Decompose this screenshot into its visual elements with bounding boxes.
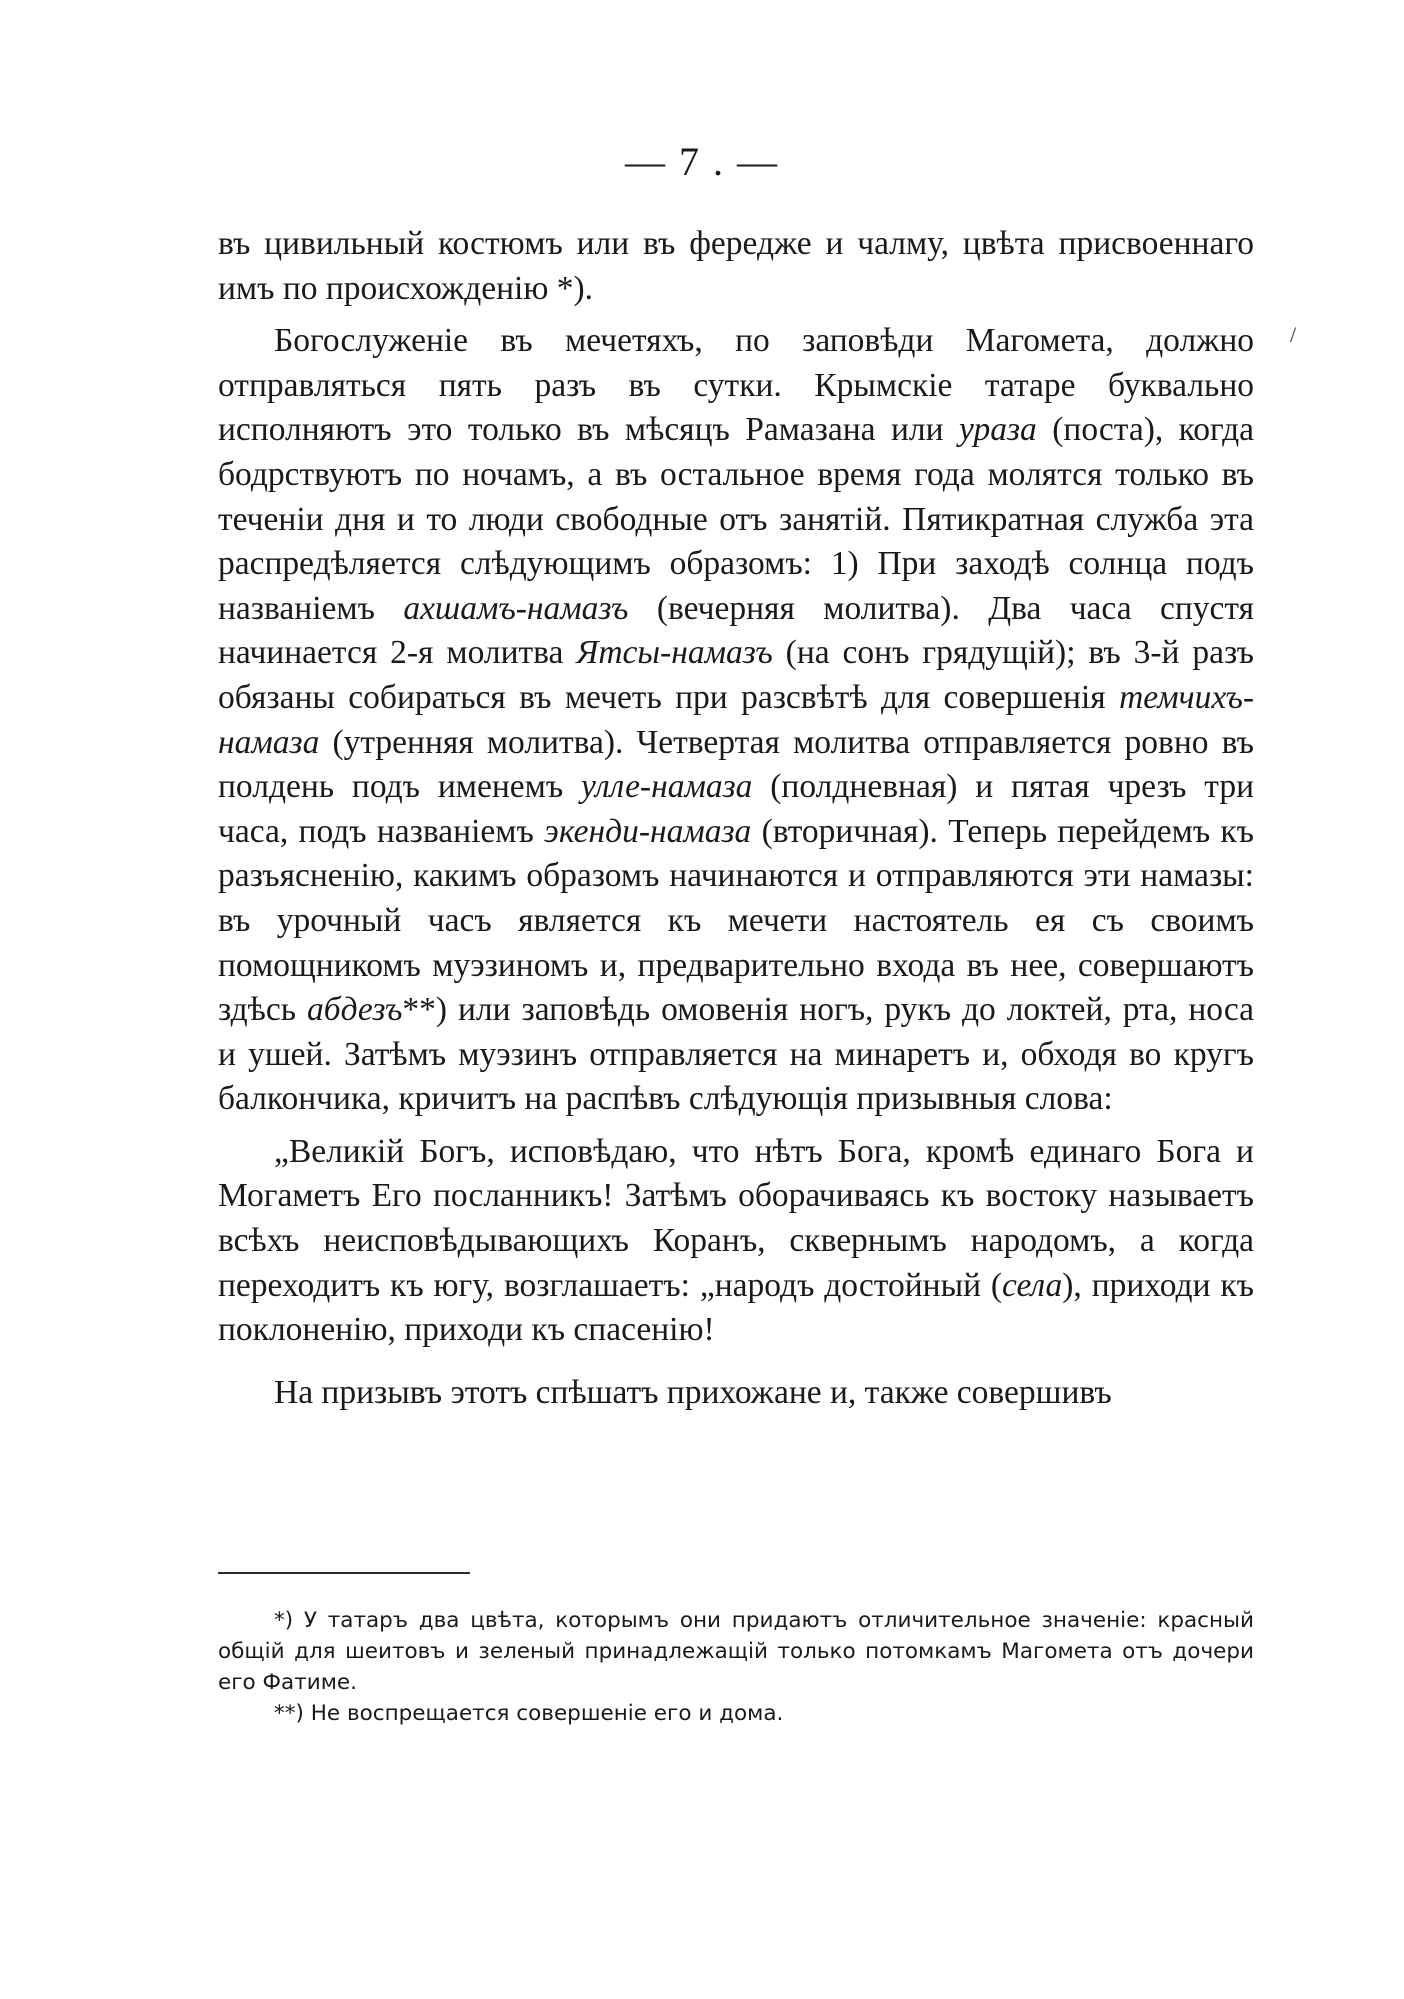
footnote-2: **) Не воспрещается совершеніе его и дома. <box>274 1701 784 1726</box>
italic-term: темчихъ-намаза <box>218 678 1254 761</box>
paragraph-1 <box>218 222 1254 311</box>
footnote-1: *) У татаръ два цвѣта, которымъ они придаютъ отличительное значеніе: красный общій для шеитовъ и зеленый принадлежащій только потомкамъ Магомета отъ дочери его Фатиме. <box>218 1608 1254 1695</box>
italic-term: улле-намаза <box>581 768 753 806</box>
text-run: **) или заповѣдь омовенія ногъ, рукъ до локтей, рта, носа и ушей. Затѣмъ муэзинъ отправляется на минаретъ и, обходя во кругъ балкончика, кричитъ на распѣвъ слѣдующія призывныя слова: <box>218 991 1254 1118</box>
footnotes <box>218 1605 1254 1729</box>
text-run: (вторичная). Теперь перейдемъ къ разъясненію, какимъ образомъ начинаются и отправляются эти намазы: въ урочный часъ является къ мечети настоятель ея съ своимъ помощникомъ муэзиномъ и, предварительно входа въ нее, совершаютъ здѣсь <box>218 812 1255 1029</box>
paragraph-3 <box>218 1130 1254 1353</box>
text-run: (на сонъ грядущій); въ 3-й разъ обязаны собираться въ мечеть при разсвѣтѣ для совершенія <box>218 634 1254 716</box>
text-run: „Великій Богъ, исповѣдаю, что нѣтъ Бога, кромѣ единаго Бога и Могаметъ Его посланникъ! Затѣмъ оборачиваясь къ востоку называетъ всѣхъ неисповѣдывающихъ Коранъ, сквернымъ народомъ, а когда переходитъ къ югу, возглашаетъ: „народъ достойный ( <box>218 1132 1254 1304</box>
text-run: въ цивильный костюмъ или въ фередже и чалму, цвѣта присвоеннаго имъ по происхожденію *). <box>218 225 1254 307</box>
italic-term: ураза <box>959 411 1037 449</box>
text-run: На призывъ этотъ спѣшатъ прихожане и, также совершивъ <box>274 1373 1112 1411</box>
italic-term: экенди-намаза <box>544 812 752 850</box>
italic-term: ахшамъ-намазъ <box>403 589 629 627</box>
text-run: (поста), когда бодрствуютъ по ночамъ, а въ остальное время года молятся только въ теченіи дня и то люди свободные отъ занятій. Пятикратная служба эта распредѣляется слѣдующимъ образомъ: 1) При заходѣ солнца подъ названіемъ <box>218 411 1254 627</box>
paragraph-2 <box>218 319 1254 1122</box>
main-text <box>218 222 1254 1415</box>
italic-term: абдезъ <box>306 991 403 1029</box>
italic-term: Ятсы-намазъ <box>576 634 773 672</box>
text-run: (вечерняя молитва). Два часа спустя начинается 2-я молитва <box>218 589 1255 672</box>
text-run: (утренняя молитва). Четвертая молитва отправляется ровно въ полдень подъ именемъ <box>218 723 1254 806</box>
text-run: (полдневная) и пятая чрезъ три часа, подъ названіемъ <box>218 768 1255 850</box>
italic-term: села <box>1002 1266 1063 1304</box>
footnote-separator <box>218 1572 470 1574</box>
page-number-header: — 7 . — <box>625 139 779 184</box>
margin-mark: / <box>1290 322 1297 347</box>
text-run: ), приходи къ поклоненію, приходи къ спасенію! <box>218 1266 1255 1349</box>
text-run: Богослуженіе въ мечетяхъ, по заповѣди Магомета, должно отправляться пять разъ въ сутки. Крымскіе татаре буквально исполняютъ это только въ мѣсяцъ Рамазана или <box>218 322 1254 449</box>
paragraph-4 <box>218 1371 1254 1416</box>
